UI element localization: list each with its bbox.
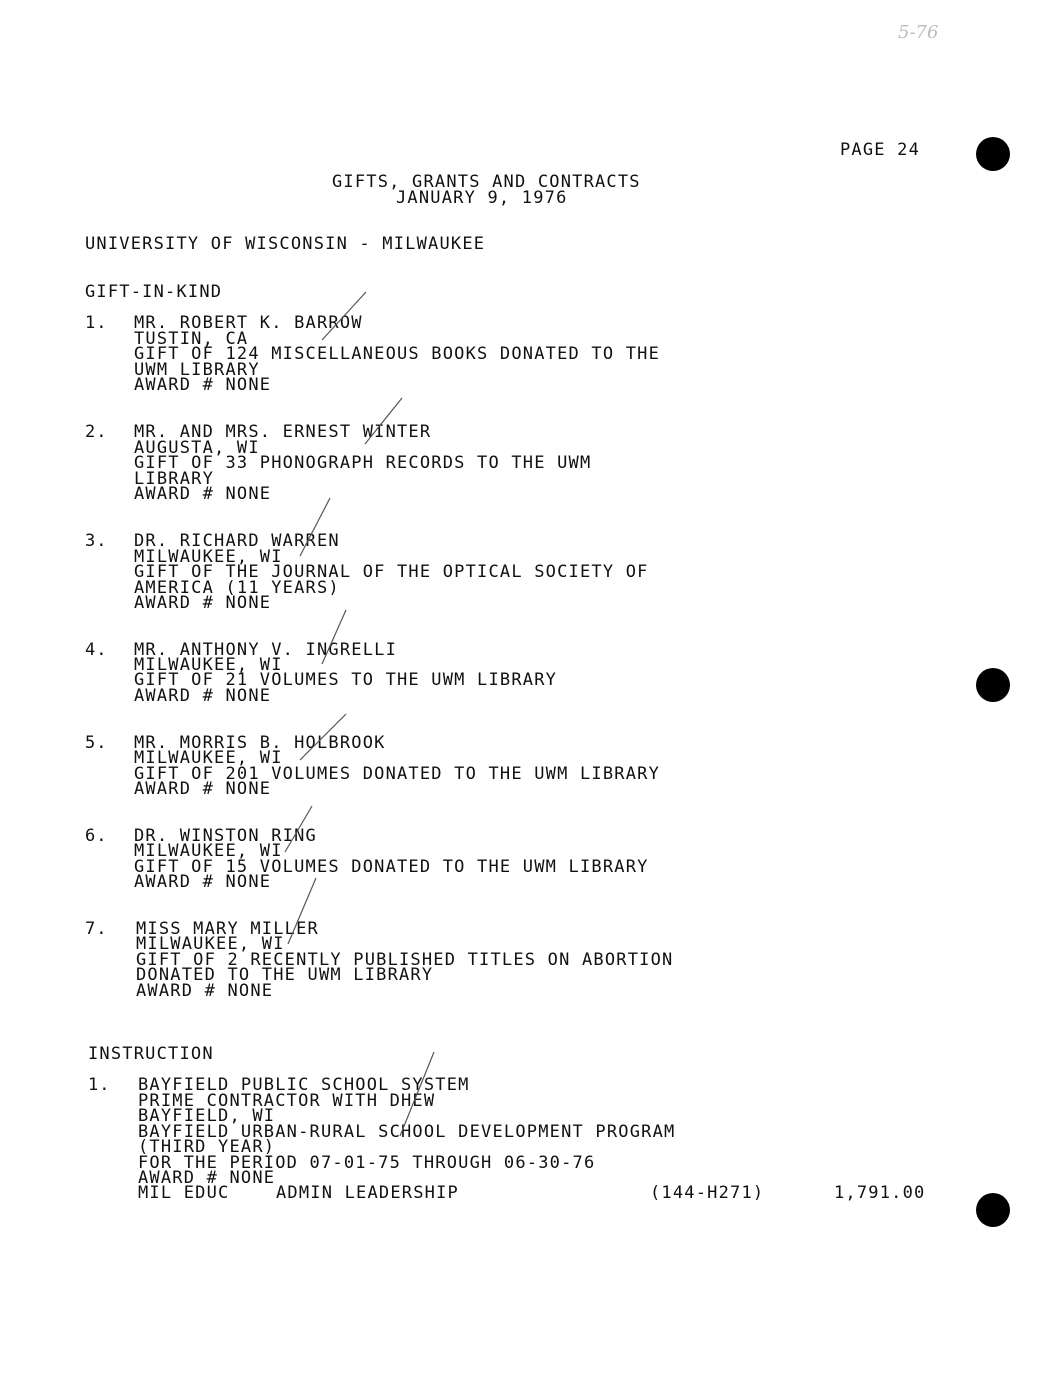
entry-line: AWARD # NONE <box>134 484 272 504</box>
punch-hole <box>976 1193 1010 1227</box>
entry-line: AWARD # NONE <box>134 375 272 395</box>
entry-line: AWARD # NONE <box>134 686 272 706</box>
entry-line: GIFT OF 201 VOLUMES DONATED TO THE UWM LIBRARY <box>134 764 661 784</box>
entry-line: AWARD # NONE <box>138 1168 276 1188</box>
document-title: GIFTS, GRANTS AND CONTRACTS <box>332 172 641 192</box>
page-number: PAGE 24 <box>840 140 921 160</box>
entry-line: GIFT OF 2 RECENTLY PUBLISHED TITLES ON ABORTION <box>136 950 674 970</box>
entry-line: MR. MORRIS B. HOLBROOK <box>134 733 386 753</box>
entry-line: AWARD # NONE <box>134 779 272 799</box>
entry-line: BAYFIELD PUBLIC SCHOOL SYSTEM <box>138 1075 470 1095</box>
entry-number: 4. <box>85 640 108 660</box>
corner-pencil-note: 5-76 <box>898 22 939 43</box>
entry-line: AWARD # NONE <box>136 981 274 1001</box>
entry-line: GIFT OF 21 VOLUMES TO THE UWM LIBRARY <box>134 670 558 690</box>
section-heading: INSTRUCTION <box>88 1044 214 1064</box>
entry-line: AWARD # NONE <box>134 593 272 613</box>
entry-number: 3. <box>85 531 108 551</box>
entry-line: AUGUSTA, WI <box>134 438 260 458</box>
entry-line: BAYFIELD URBAN-RURAL SCHOOL DEVELOPMENT PROGRAM <box>138 1122 676 1142</box>
entry-number: 7. <box>85 919 108 939</box>
entry-number: 5. <box>85 733 108 753</box>
entry-line: GIFT OF 15 VOLUMES DONATED TO THE UWM LIBRARY <box>134 857 649 877</box>
entry-line: AMERICA (11 YEARS) <box>134 578 340 598</box>
entry-number: 2. <box>85 422 108 442</box>
entry-line: PRIME CONTRACTOR WITH DHEW <box>138 1091 436 1111</box>
entry-line: GIFT OF 124 MISCELLANEOUS BOOKS DONATED TO THE <box>134 344 661 364</box>
entry-line: DR. RICHARD WARREN <box>134 531 340 551</box>
section-heading: GIFT-IN-KIND <box>85 282 223 302</box>
entry-line: MILWAUKEE, WI <box>134 655 283 675</box>
account-code: (144-H271) <box>650 1183 765 1203</box>
entry-number: 1. <box>88 1075 111 1095</box>
entry-line: FOR THE PERIOD 07-01-75 THROUGH 06-30-76 <box>138 1153 596 1173</box>
entry-number: 6. <box>85 826 108 846</box>
entry-line: MILWAUKEE, WI <box>136 934 285 954</box>
entry-line: TUSTIN, CA <box>134 329 249 349</box>
award-amount: 1,791.00 <box>834 1183 926 1203</box>
entry-line: BAYFIELD, WI <box>138 1106 276 1126</box>
entry-line: GIFT OF THE JOURNAL OF THE OPTICAL SOCIETY OF <box>134 562 649 582</box>
entry-line: UWM LIBRARY <box>134 360 260 380</box>
entry-line: AWARD # NONE <box>134 872 272 892</box>
entry-line: (THIRD YEAR) <box>138 1137 276 1157</box>
entry-number: 1. <box>85 313 108 333</box>
document-date: JANUARY 9, 1976 <box>396 188 568 208</box>
entry-line: MILWAUKEE, WI <box>134 841 283 861</box>
entry-line: MR. AND MRS. ERNEST WINTER <box>134 422 432 442</box>
entry-line: LIBRARY <box>134 469 215 489</box>
account-department: MIL EDUC <box>138 1183 230 1203</box>
entry-line: DR. WINSTON RING <box>134 826 317 846</box>
entry-line: MILWAUKEE, WI <box>134 748 283 768</box>
entry-line: MR. ANTHONY V. INGRELLI <box>134 640 398 660</box>
entry-line: MR. ROBERT K. BARROW <box>134 313 363 333</box>
punch-hole <box>976 137 1010 171</box>
account-unit: ADMIN LEADERSHIP <box>276 1183 459 1203</box>
entry-line: DONATED TO THE UWM LIBRARY <box>136 965 434 985</box>
entry-line: MILWAUKEE, WI <box>134 547 283 567</box>
entry-line: MISS MARY MILLER <box>136 919 319 939</box>
punch-hole <box>976 668 1010 702</box>
entry-line: GIFT OF 33 PHONOGRAPH RECORDS TO THE UWM <box>134 453 592 473</box>
institution-heading: UNIVERSITY OF WISCONSIN - MILWAUKEE <box>85 234 486 254</box>
